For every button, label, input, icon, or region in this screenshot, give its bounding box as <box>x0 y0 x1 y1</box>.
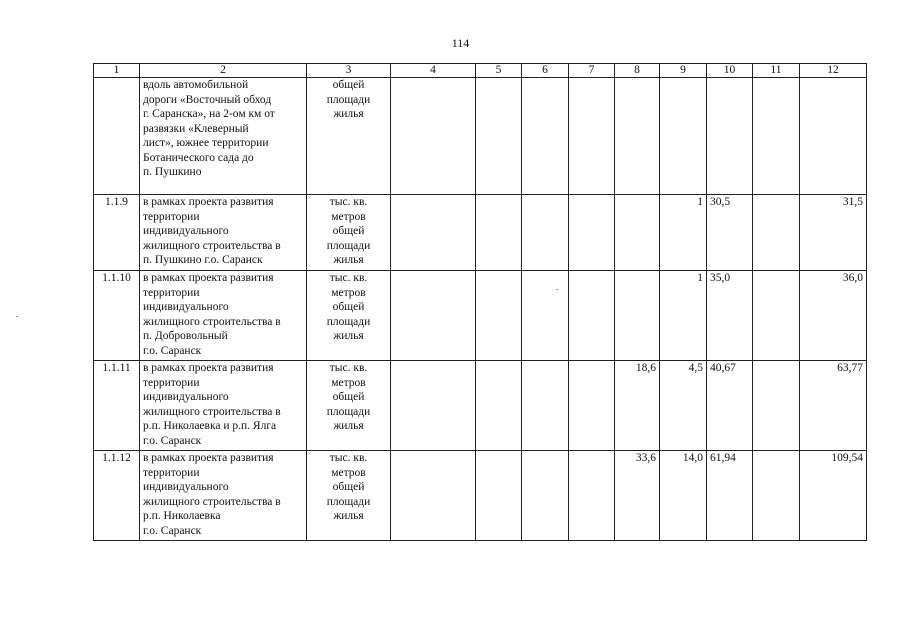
value-cell-col-10: 40,67 <box>707 361 753 451</box>
value-cell-col-4 <box>391 195 476 271</box>
table-row <box>94 78 867 195</box>
value-cell-col-12 <box>800 78 867 195</box>
unit-cell: тыс. кв. метров общей площади жилья <box>307 271 391 361</box>
header-col-1: 1 <box>94 64 140 78</box>
header-col-11: 11 <box>753 64 800 78</box>
unit-cell: тыс. кв. метров общей площади жилья <box>307 195 391 271</box>
value-cell-col-12: 36,0 <box>800 271 867 361</box>
value-cell-col-10 <box>707 78 753 195</box>
header-col-10: 10 <box>707 64 753 78</box>
header-col-4: 4 <box>391 64 476 78</box>
description-cell: в рамках проекта развития территории индивидуального жилищного строительства в п. Пушкино г.о. Саранск <box>140 195 307 271</box>
header-col-9: 9 <box>660 64 707 78</box>
value-cell-col-4 <box>391 361 476 451</box>
row-number-cell <box>94 78 140 195</box>
value-cell-col-6 <box>522 195 569 271</box>
unit-cell: тыс. кв. метров общей площади жилья <box>307 451 391 541</box>
table-row <box>94 271 867 361</box>
description-cell: вдоль автомобильной дороги «Восточный обход г. Саранска», на 2-ом км от развязки «Клеверный лист», южнее территории Ботанического сада до п. Пушкино <box>140 78 307 195</box>
data-table <box>93 63 867 541</box>
value-cell-col-6 <box>522 78 569 195</box>
description-cell: в рамках проекта развития территории индивидуального жилищного строительства в п. Добровольный г.о. Саранск <box>140 271 307 361</box>
row-number-cell: 1.1.10 <box>94 271 140 361</box>
header-col-5: 5 <box>476 64 522 78</box>
value-cell-col-7 <box>569 361 615 451</box>
scan-dot <box>556 289 558 290</box>
value-cell-col-10: 61,94 <box>707 451 753 541</box>
value-cell-col-6 <box>522 361 569 451</box>
table-body <box>94 64 867 541</box>
description-cell: в рамках проекта развития территории индивидуального жилищного строительства в р.п. Николаевка г.о. Саранск <box>140 451 307 541</box>
header-col-6: 6 <box>522 64 569 78</box>
value-cell-col-12: 31,5 <box>800 195 867 271</box>
value-cell-col-5 <box>476 195 522 271</box>
table-row <box>94 195 867 271</box>
value-cell-col-4 <box>391 78 476 195</box>
value-cell-col-5 <box>476 451 522 541</box>
value-cell-col-8 <box>615 195 660 271</box>
page-number: 114 <box>451 36 470 50</box>
value-cell-col-11 <box>753 271 800 361</box>
header-col-8: 8 <box>615 64 660 78</box>
header-col-7: 7 <box>569 64 615 78</box>
table-header-row <box>94 64 867 78</box>
value-cell-col-12: 63,77 <box>800 361 867 451</box>
value-cell-col-11 <box>753 361 800 451</box>
table-row <box>94 451 867 541</box>
value-cell-col-8 <box>615 78 660 195</box>
value-cell-col-5 <box>476 78 522 195</box>
value-cell-col-12: 109,54 <box>800 451 867 541</box>
value-cell-col-10: 30,5 <box>707 195 753 271</box>
row-number-cell: 1.1.12 <box>94 451 140 541</box>
value-cell-col-4 <box>391 271 476 361</box>
header-col-2: 2 <box>140 64 307 78</box>
value-cell-col-9: 1 <box>660 271 707 361</box>
value-cell-col-10: 35,0 <box>707 271 753 361</box>
value-cell-col-8: 33,6 <box>615 451 660 541</box>
value-cell-col-9: 4,5 <box>660 361 707 451</box>
row-number-cell: 1.1.9 <box>94 195 140 271</box>
value-cell-col-9: 14,0 <box>660 451 707 541</box>
row-number-cell: 1.1.11 <box>94 361 140 451</box>
value-cell-col-4 <box>391 451 476 541</box>
value-cell-col-7 <box>569 195 615 271</box>
value-cell-col-7 <box>569 78 615 195</box>
scan-dot <box>16 316 18 317</box>
header-col-3: 3 <box>307 64 391 78</box>
header-col-12: 12 <box>800 64 867 78</box>
value-cell-col-6 <box>522 271 569 361</box>
value-cell-col-6 <box>522 451 569 541</box>
value-cell-col-5 <box>476 271 522 361</box>
description-cell: в рамках проекта развития территории индивидуального жилищного строительства в р.п. Николаевка и р.п. Ялга г.о. Саранск <box>140 361 307 451</box>
value-cell-col-7 <box>569 271 615 361</box>
value-cell-col-9 <box>660 78 707 195</box>
table-row <box>94 361 867 451</box>
value-cell-col-7 <box>569 451 615 541</box>
unit-cell: общей площади жилья <box>307 78 391 195</box>
value-cell-col-5 <box>476 361 522 451</box>
value-cell-col-8: 18,6 <box>615 361 660 451</box>
unit-cell: тыс. кв. метров общей площади жилья <box>307 361 391 451</box>
value-cell-col-11 <box>753 78 800 195</box>
value-cell-col-11 <box>753 195 800 271</box>
value-cell-col-9: 1 <box>660 195 707 271</box>
value-cell-col-8 <box>615 271 660 361</box>
value-cell-col-11 <box>753 451 800 541</box>
